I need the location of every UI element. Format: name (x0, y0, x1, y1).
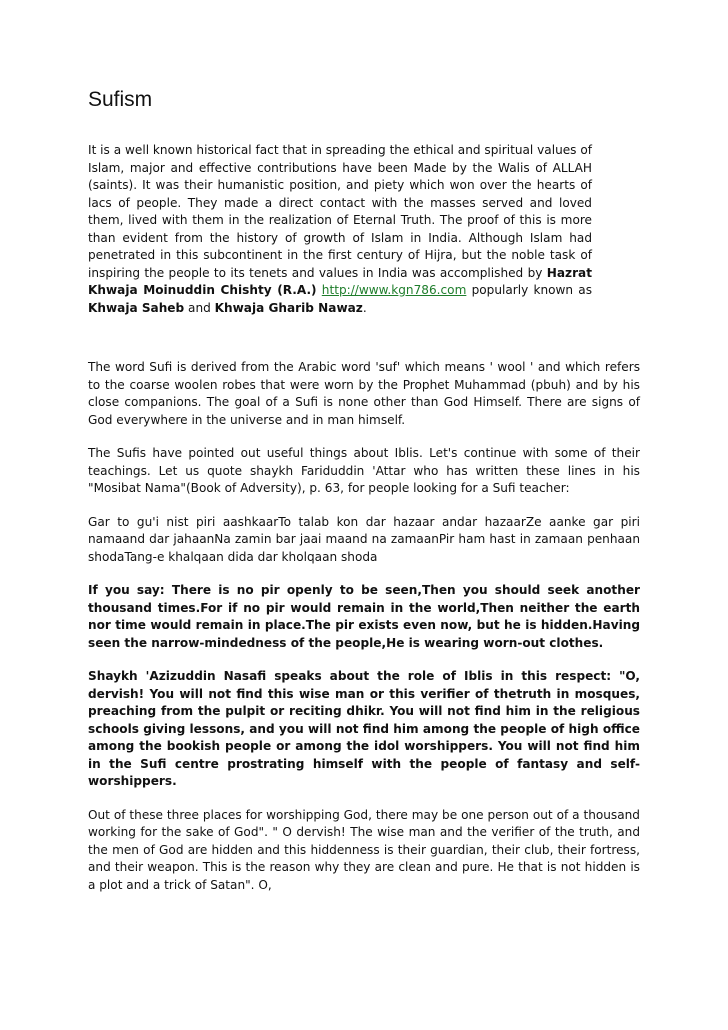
persian-verse-paragraph: Gar to gu'i nist piri aashkaarTo talab kon dar hazaar andar hazaarZe aanke gar piri namaand dar jahaanNa zamin bar jaai maand na zamaanPir ham hast in zamaan penhaan shodaTang-e khalqaan dida dar kholqaan shoda (88, 514, 640, 564)
worship-places-paragraph: Out of these three places for worshipping God, there may be one person out of a thousand working for the sake of God". " O dervish! The wise man and the verifier of the truth, and the men of God are hidden and this hiddenness is their guardian, their club, their fortress, and their weapon. This is the reason why they are clean and pure. He that is not hidden is a plot and a trick of Satan". O, (88, 807, 640, 892)
alias-gharib-nawaz: Khwaja Gharib Nawaz (214, 300, 363, 315)
alias-khwaja-saheb: Khwaja Saheb (88, 300, 185, 315)
intro-mid-text: popularly known as (471, 283, 592, 297)
intro-text: It is a well known historical fact that in spreading the ethical and spiritual values of Islam, major and effective contributions have been Made by the Walis of ALLAH (saints). It was their humanistic position, and piety which won over the hearts of lacs of people. They made a direct contact with the masses served and loved them, lived with them in the realization of Eternal Truth. The proof of this is more than evident from the history of growth of Islam in India. Although Islam had penetrated in this subcontinent in the first century of Hijra, but the noble task of inspiring the people to its tenets and values in India was accomplished by (88, 143, 592, 280)
website-link[interactable]: http://www.kgn786.com (321, 283, 467, 297)
document-page (88, 86, 640, 910)
intro-paragraph (88, 142, 592, 317)
page-title: Sufism (88, 88, 153, 111)
sufi-definition-paragraph: The word Sufi is derived from the Arabic word 'suf' which means ' wool ' and which refers to the coarse woolen robes that were worn by the Prophet Muhammad (pbuh) and by his close companions. The goal of a Sufi is none other than God Himself. There are signs of God everywhere in the universe and in man himself. (88, 360, 640, 427)
iblis-teachings-paragraph: The Sufis have pointed out useful things about Iblis. Let's continue with some of their teachings. Let us quote shaykh Fariduddin 'Attar who has written these lines in his "Mosibat Nama"(Book of Adversity), p. 63, for people looking for a Sufi teacher: (88, 446, 640, 495)
verse-translation-paragraph: If you say: There is no pir openly to be seen,Then you should seek another thousand times.For if no pir would remain in the world,Then neither the earth nor time would remain in place.The pir exists even now, but he is hidden.Having seen the narrow-mindedness of the people,He is wearing worn-out clothes. (88, 583, 640, 650)
intro-and-text: and (188, 300, 211, 315)
intro-end-text: . (362, 300, 367, 315)
saint-name: Hazrat Khwaja Moinuddin Chishty (R.A.) (88, 265, 592, 297)
nasafi-quote-paragraph: Shaykh 'Azizuddin Nasafi speaks about the role of Iblis in this respect: "O, dervish! You will not find this wise man or this verifier of thetruth in mosques, preaching from the pulpit or reciting dhikr. You will not find him in the religious schools giving lessons, and you will not find him among the people of high office among the bookish people or among the idol worshippers. You will not find him in the Sufi centre prostrating himself with the people of fantasy and self-worshippers. (88, 669, 640, 788)
